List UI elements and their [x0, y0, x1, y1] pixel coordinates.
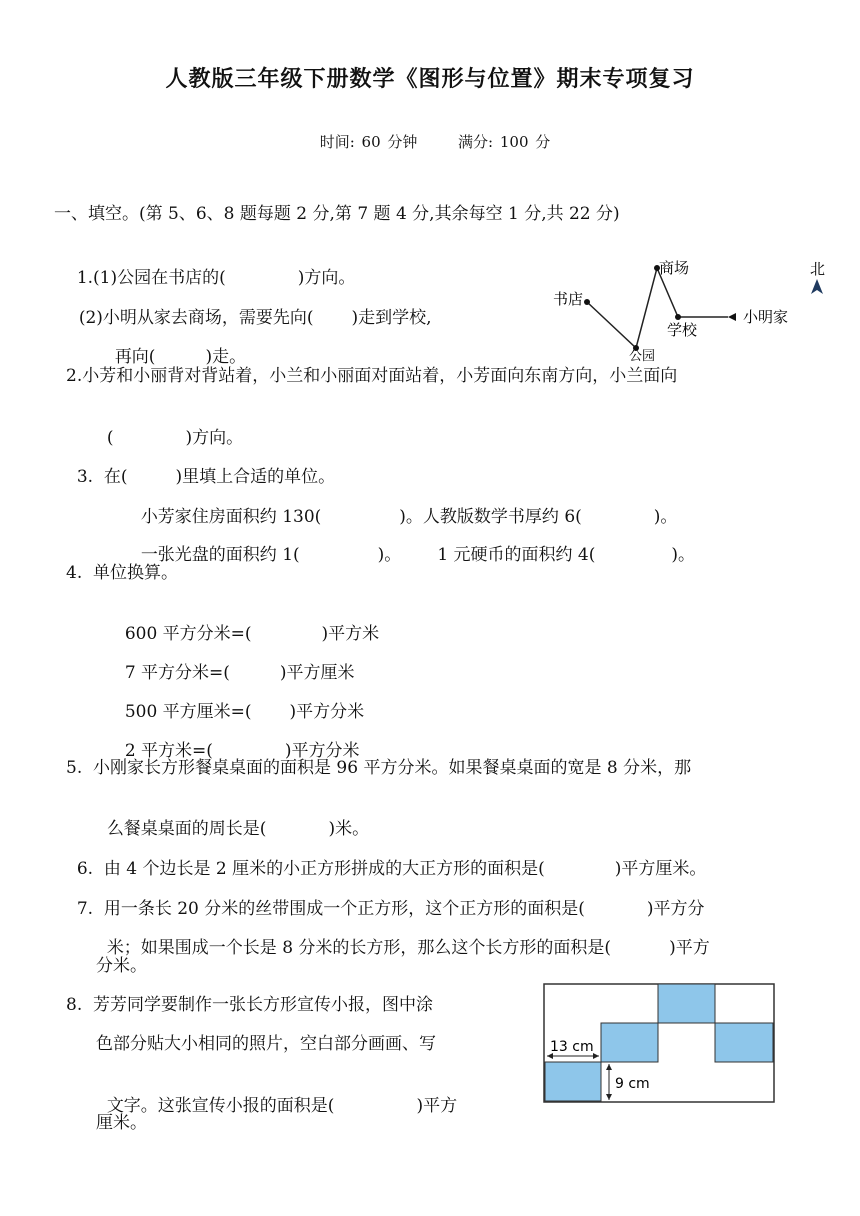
map-label-home: 小明家 [743, 308, 789, 326]
question-8-line-1: 8. 芳芳同学要制作一张长方形宣传小报，图中涂 [66, 995, 434, 1015]
route-lines [587, 268, 728, 348]
map-label-mall: 商场 [659, 259, 690, 277]
question-4-conversion-4: 2 平方米=( )平方分米 [124, 741, 360, 761]
question-4-stem: 4. 单位换算。 [66, 563, 179, 583]
north-arrow-icon [811, 279, 823, 294]
home-arrow [728, 313, 736, 321]
poster-figure [540, 980, 778, 1106]
question-7-line-2: 米；如果围成一个长是 8 分米的长方形，那么这个长方形的面积是( )平方 [106, 938, 710, 958]
exam-score: 满分: 100 分 [458, 133, 551, 151]
question-7-line-3: 分米。 [96, 956, 147, 976]
question-8-line-3: 文字。这张宣传小报的面积是( )平方 [106, 1096, 458, 1116]
question-8-line-4: 厘米。 [96, 1113, 147, 1133]
photo-2 [601, 1023, 658, 1062]
photo-1 [545, 1062, 601, 1101]
map-label-park: 公园 [629, 349, 656, 364]
height-label: 9 cm [615, 1076, 650, 1092]
exam-time: 时间: 60 分钟 [319, 133, 418, 151]
page-title: 人教版三年级下册数学《图形与位置》期末专项复习 [165, 67, 695, 92]
map-label-bookstore: 书店 [553, 290, 584, 308]
question-4-conversion-1: 600 平方分米=( )平方米 [124, 624, 380, 644]
question-3-stem: 3. 在( )里填上合适的单位。 [76, 467, 336, 487]
route-map [545, 252, 845, 364]
question-1-part-2b: 再向( )走。 [114, 347, 247, 367]
photo-4 [715, 1023, 773, 1062]
photo-3 [658, 984, 715, 1023]
question-5-line-1: 5. 小刚家长方形餐桌桌面的面积是 96 平方分米。如果餐桌桌面的宽是 8 分米，那 [66, 758, 692, 778]
question-1-part-1: 1.(1)公园在书店的( )方向。 [76, 268, 356, 288]
question-6: 6. 由 4 个边长是 2 厘米的小正方形拼成的大正方形的面积是( )平方厘米。 [76, 859, 707, 879]
map-label-school: 学校 [667, 321, 698, 339]
exam-info [0, 131, 860, 152]
question-8-line-2: 色部分贴大小相同的照片，空白部分画画、写 [96, 1034, 436, 1054]
question-2-line-1: 2.小芳和小丽背对背站着，小兰和小丽面对面站着，小芳面向东南方向，小兰面向 [66, 366, 678, 386]
bookstore-point [584, 299, 590, 305]
question-3-line-1: 小芳家住房面积约 130( )。人教版数学书厚约 6( )。 [140, 507, 678, 527]
question-3-line-2: 一张光盘的面积约 1( )。 1 元硬币的面积约 4( )。 [140, 545, 696, 565]
question-4-conversion-3: 500 平方厘米=( )平方分米 [124, 702, 365, 722]
question-5-line-2: 么餐桌桌面的周长是( )米。 [106, 819, 370, 839]
school-point [675, 314, 681, 320]
width-label: 13 cm [550, 1039, 594, 1055]
question-7-line-1: 7. 用一条长 20 分米的丝带围成一个正方形，这个正方形的面积是( )平方分 [76, 899, 705, 919]
question-4-conversion-2: 7 平方分米=( )平方厘米 [124, 663, 355, 683]
question-2-line-2: ( )方向。 [106, 428, 244, 448]
question-1-part-2: (2)小明从家去商场，需要先向( )走到学校, [78, 308, 432, 328]
map-label-north: 北 [810, 260, 826, 278]
section-heading: 一、填空。(第 5、6、8 题每题 2 分,第 7 题 4 分,其余每空 1 分,共 22 分) [54, 204, 620, 224]
